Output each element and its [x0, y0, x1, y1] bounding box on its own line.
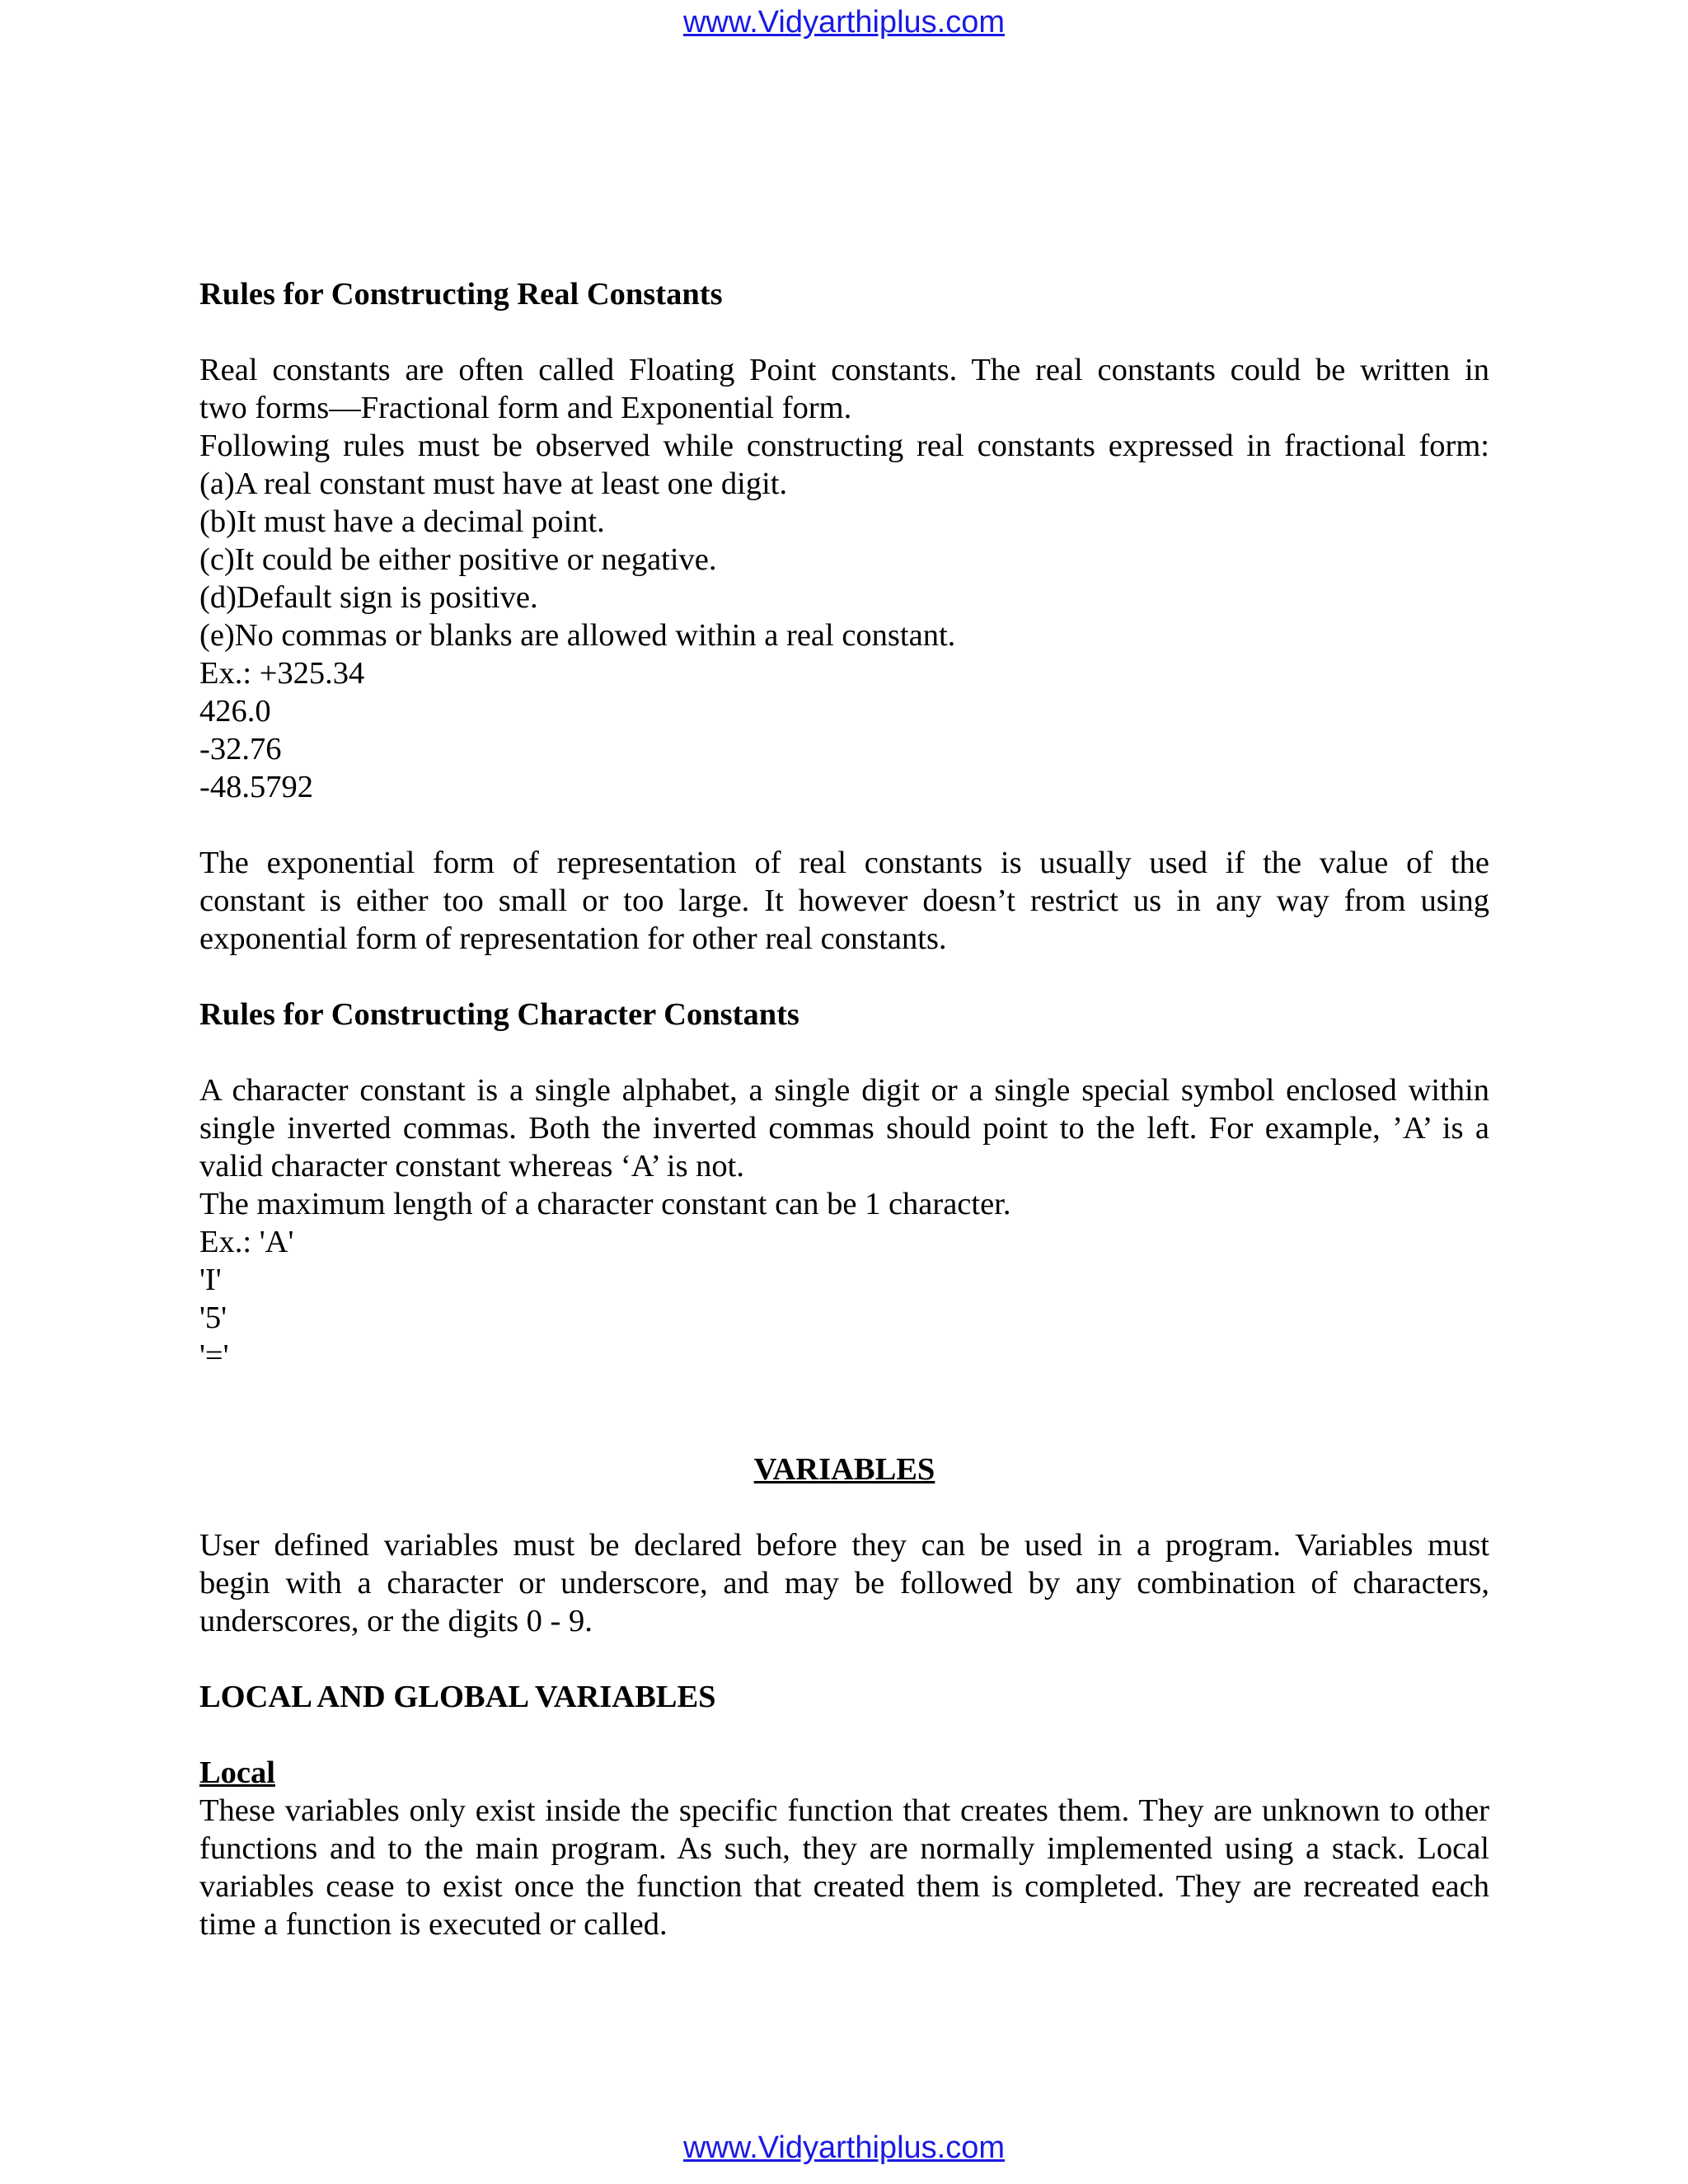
spacer	[199, 1375, 1489, 1451]
variables-heading: VARIABLES	[753, 1452, 935, 1487]
char-example-2: 'I'	[199, 1263, 222, 1297]
real-intro-line-1: Real constants are often called Floating Point constants. The real constants could be written in	[199, 353, 1489, 387]
char-para-line-3: valid character constant whereas ‘A’ is not.	[199, 1149, 745, 1183]
real-intro-line-2: two forms—Fractional form and Exponential form.	[199, 391, 852, 425]
local-line-4: time a function is executed or called.	[199, 1907, 668, 1942]
real-rule-e: (e)No commas or blanks are allowed within a real constant.	[199, 618, 956, 653]
local-line-2: functions and to the main program. As such, they are normally implemented using a stack. Local	[199, 1831, 1489, 1866]
real-example-4: -48.5792	[199, 770, 313, 804]
real-rule-c: (c)It could be either positive or negative.	[199, 542, 717, 577]
char-para-line-2: single inverted commas. Both the inverted commas should point to the left. For example, ’A’ is a	[199, 1111, 1489, 1146]
char-example-3: '5'	[199, 1301, 227, 1335]
variables-line-1: User defined variables must be declared before they can be used in a program. Variables must	[199, 1528, 1489, 1563]
real-rule-b: (b)It must have a decimal point.	[199, 504, 605, 539]
variables-line-3: underscores, or the digits 0 - 9.	[199, 1604, 593, 1638]
spacer	[199, 806, 1489, 844]
real-example-1: Ex.: +325.34	[199, 656, 365, 691]
char-max-length: The maximum length of a character constant can be 1 character.	[199, 1187, 1011, 1221]
real-example-3: -32.76	[199, 732, 282, 766]
spacer	[199, 313, 1489, 351]
char-para-line-1: A character constant is a single alphabet, a single digit or a single special symbol enclosed within	[199, 1073, 1489, 1108]
spacer	[199, 958, 1489, 996]
spacer	[199, 1716, 1489, 1754]
exponential-line-3: exponential form of representation for other real constants.	[199, 921, 947, 956]
header-site-link[interactable]: www.Vidyarthiplus.com	[682, 5, 1005, 40]
char-example-4: '='	[199, 1338, 229, 1373]
spacer	[199, 1640, 1489, 1678]
local-line-3: variables cease to exist once the function that created them is completed. They are recreated each	[199, 1869, 1489, 1904]
exponential-line-2: constant is either too small or too large. It however doesn’t restrict us in any way from using	[199, 883, 1489, 918]
local-subheading: Local	[199, 1755, 275, 1790]
real-rule-d: (d)Default sign is positive.	[199, 580, 538, 615]
spacer	[199, 1488, 1489, 1526]
variables-line-2: begin with a character or underscore, and may be followed by any combination of characters,	[199, 1566, 1489, 1601]
page-content	[199, 275, 1489, 1943]
real-rule-a: (a)A real constant must have at least one digit.	[199, 466, 788, 501]
character-constants-heading: Rules for Constructing Character Constants	[199, 997, 799, 1032]
footer-site-link[interactable]: www.Vidyarthiplus.com	[682, 2130, 1005, 2165]
char-example-1: Ex.: 'A'	[199, 1225, 294, 1259]
local-line-1: These variables only exist inside the specific function that creates them. They are unknown to other	[199, 1793, 1489, 1828]
real-constants-heading: Rules for Constructing Real Constants	[199, 277, 723, 312]
spacer	[199, 1033, 1489, 1071]
local-global-heading: LOCAL AND GLOBAL VARIABLES	[199, 1680, 716, 1714]
real-example-2: 426.0	[199, 694, 271, 729]
exponential-line-1: The exponential form of representation of real constants is usually used if the value of the	[199, 846, 1489, 880]
real-rules-intro: Following rules must be observed while constructing real constants expressed in fractional form:	[199, 429, 1489, 463]
